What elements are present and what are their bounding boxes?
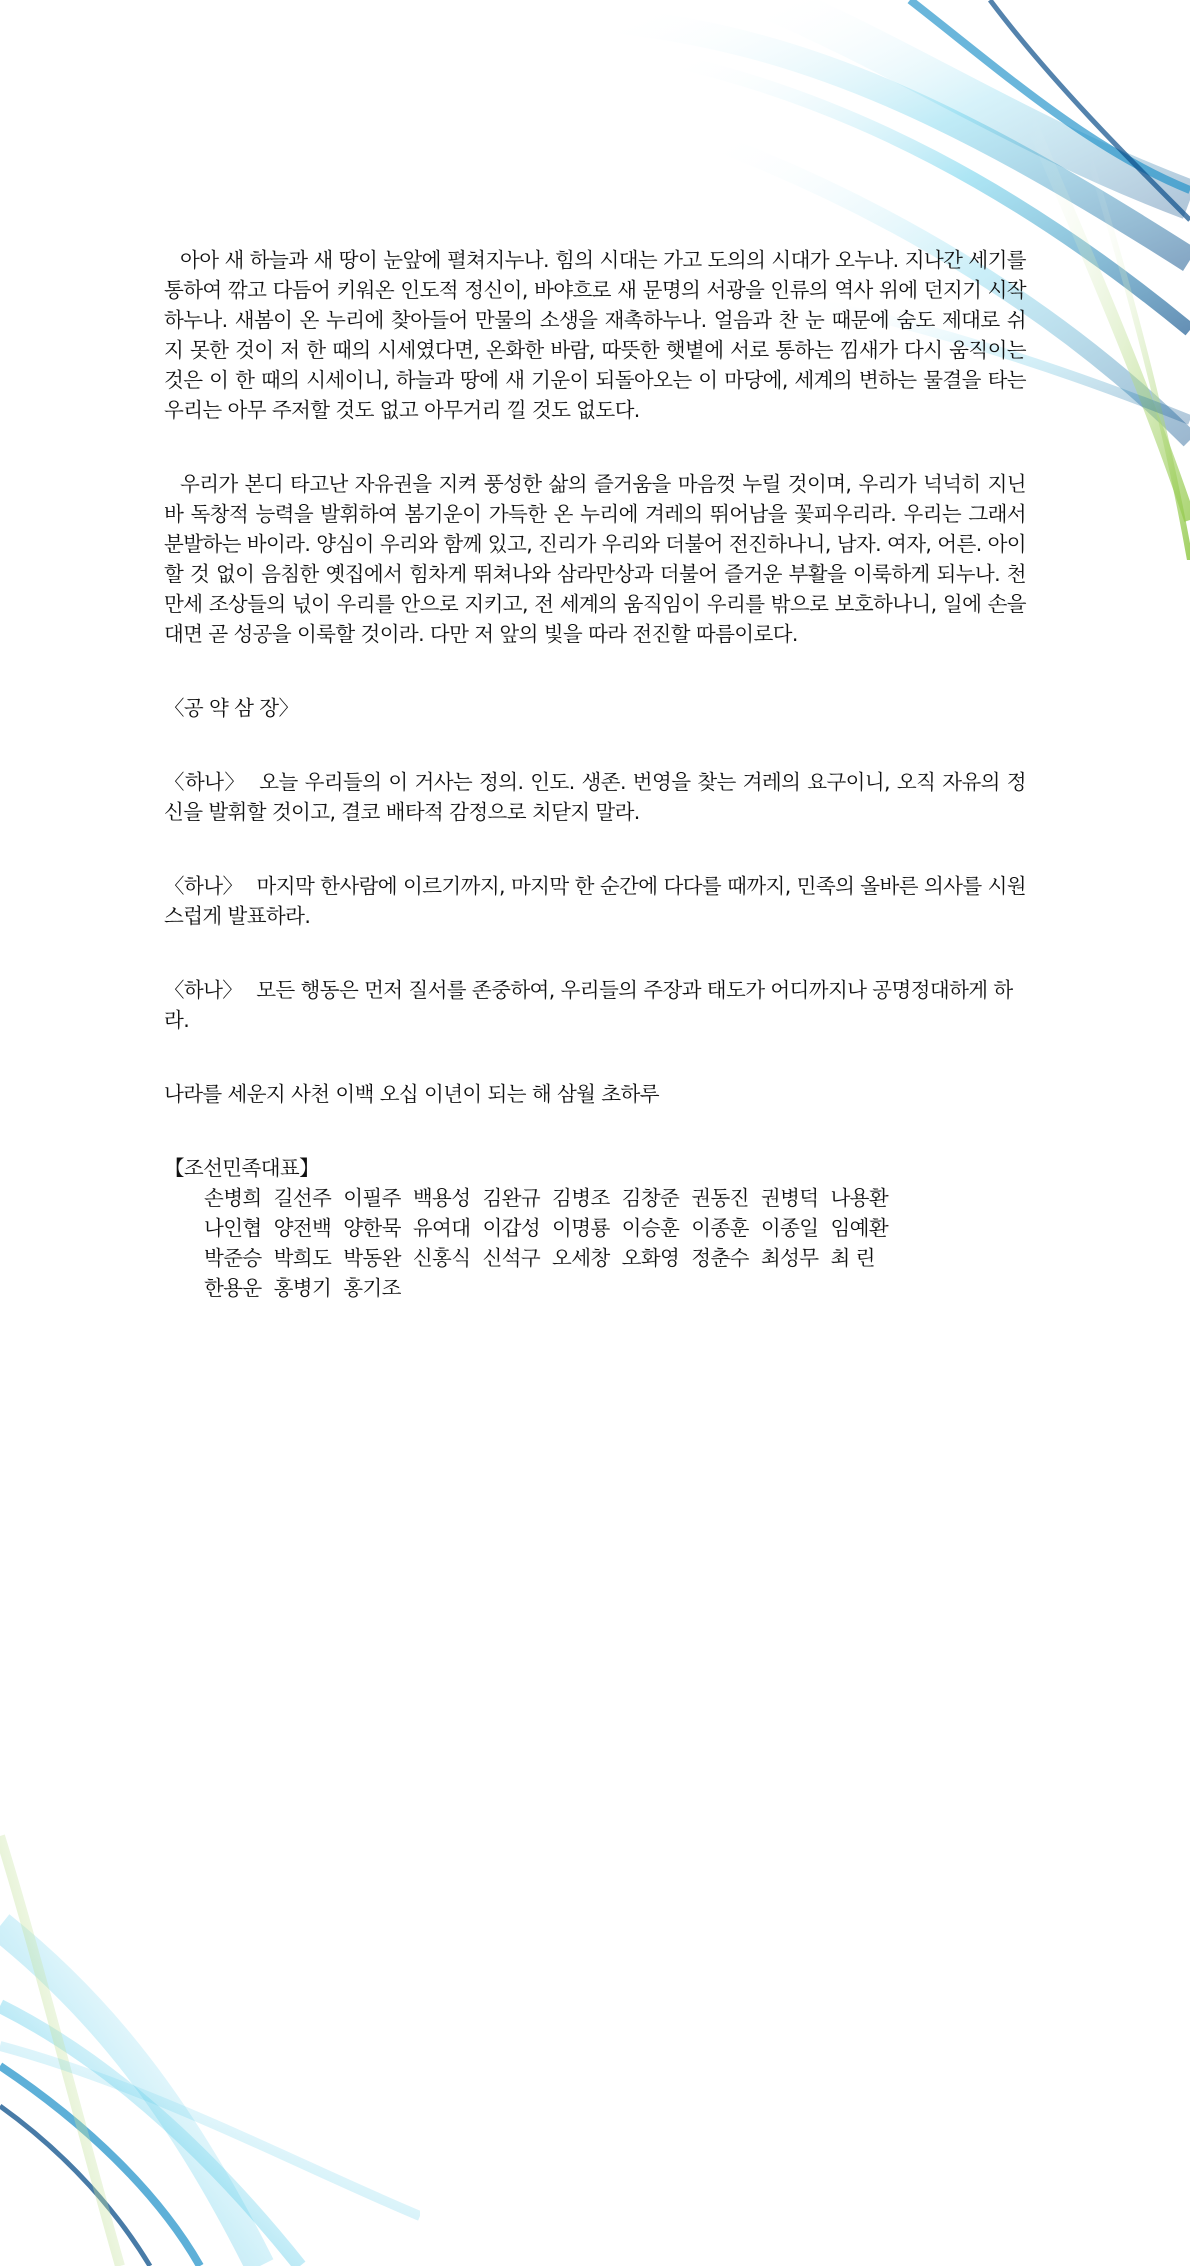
signer-name: 백용성 [412, 1186, 471, 1210]
signer-name: 이명룡 [552, 1216, 610, 1240]
signer-name: 정춘수 [691, 1246, 749, 1270]
pledge-text: 마지막 한사람에 이르기까지, 마지막 한 순간에 다다를 때까지, 민족의 올바른 의사를 시원스럽게 발표하라. [164, 874, 1026, 928]
signer-name: 최성무 [760, 1246, 819, 1270]
decorative-swoosh-bottom [0, 1746, 420, 2266]
signers-list [204, 1183, 1026, 1303]
pledge-1 [164, 767, 1026, 827]
signer-name: 박준승 [204, 1246, 262, 1270]
signer-name: 김창준 [621, 1186, 680, 1210]
signer-name: 최 린 [830, 1246, 875, 1270]
pledge-text: 오늘 우리들의 이 거사는 정의. 인도. 생존. 번영을 찾는 겨레의 요구이니, 오직 자유의 정신을 발휘할 것이고, 결코 배타적 감정으로 치닫지 말라. [164, 770, 1026, 824]
signer-name: 박동완 [343, 1246, 401, 1270]
preamble-paragraph-1: 아아 새 하늘과 새 땅이 눈앞에 펼쳐지누나. 힘의 시대는 가고 도의의 시대가 오누나. 지나간 세기를 통하여 깎고 다듬어 키워온 인도적 정신이, 바야흐로 새 문명의 서광을 인류의 역사 위에 던지기 시작하누나. 새봄이 온 누리에 찾아들어 만물의 소생을 재촉하누나. 얼음과 찬 눈 때문에 숨도 제대로 쉬지 못한 것이 저 한 때의 시세였다면, 온화한 바람, 따뜻한 햇볕에 서로 통하는 낌새가 다시 움직이는 것은 이 한 때의 시세이니, 하늘과 땅에 새 기운이 되돌아오는 이 마당에, 세계의 변하는 물결을 타는 우리는 아무 주저할 것도 없고 아무거리 낄 것도 없도다. [164, 248, 1026, 422]
signer-name: 이승훈 [621, 1216, 680, 1240]
date-line: 나라를 세운지 사천 이백 오십 이년이 되는 해 삼월 초하루 [164, 1082, 659, 1106]
signer-name: 유여대 [412, 1216, 471, 1240]
signer-name: 신석구 [482, 1246, 541, 1270]
declaration-document [164, 245, 1026, 1303]
pledge-tag: 〈하나〉 [164, 978, 243, 1002]
signer-name: 임예환 [830, 1216, 889, 1240]
signers-row [204, 1213, 1026, 1243]
signer-name: 나용환 [830, 1186, 889, 1210]
pledge-tag: 〈하나〉 [164, 770, 246, 794]
pledge-heading: 〈공 약 삼 장〉 [164, 696, 299, 720]
signer-name: 양한묵 [343, 1216, 401, 1240]
signer-name: 홍기조 [343, 1276, 401, 1300]
signer-name: 김완규 [482, 1186, 541, 1210]
signer-name: 박희도 [273, 1246, 332, 1270]
signer-name: 홍병기 [273, 1276, 332, 1300]
signer-name: 양전백 [273, 1216, 332, 1240]
signer-name: 이종일 [760, 1216, 819, 1240]
signer-name: 나인협 [204, 1216, 262, 1240]
signer-name: 이갑성 [482, 1216, 541, 1240]
signer-name: 김병조 [552, 1186, 610, 1210]
signer-name: 한용운 [204, 1276, 262, 1300]
preamble-paragraph-2: 우리가 본디 타고난 자유권을 지켜 풍성한 삶의 즐거움을 마음껏 누릴 것이며, 우리가 넉넉히 지닌 바 독창적 능력을 발휘하여 봄기운이 가득한 온 누리에 겨레의 뛰어남을 꽃피우리라. 우리는 그래서 분발하는 바이라. 양심이 우리와 함께 있고, 진리가 우리와 더불어 전진하나니, 남자. 여자, 어른. 아이 할 것 없이 음침한 옛집에서 힘차게 뛰쳐나와 삼라만상과 더불어 즐거운 부활을 이룩하게 되누나. 천 만세 조상들의 넋이 우리를 안으로 지키고, 전 세계의 움직임이 우리를 밖으로 보호하나니, 일에 손을 대면 곧 성공을 이룩할 것이라. 다만 저 앞의 빛을 따라 전진할 따름이로다. [164, 472, 1026, 646]
pledge-tag: 〈하나〉 [164, 874, 243, 898]
signers-row [204, 1183, 1026, 1213]
signer-name: 손병희 [204, 1186, 262, 1210]
signers-row [204, 1243, 1026, 1273]
signer-name: 권병덕 [760, 1186, 819, 1210]
signers-title: 【조선민족대표】 [164, 1156, 320, 1180]
signer-name: 오세창 [552, 1246, 610, 1270]
signer-name: 오화영 [621, 1246, 680, 1270]
signer-name: 권동진 [691, 1186, 749, 1210]
pledge-3 [164, 975, 1026, 1035]
signer-name: 길선주 [273, 1186, 332, 1210]
pledge-text: 모든 행동은 먼저 질서를 존중하여, 우리들의 주장과 태도가 어디까지나 공명정대하게 하라. [164, 978, 1013, 1032]
signer-name: 신홍식 [412, 1246, 471, 1270]
signer-name: 이종훈 [691, 1216, 749, 1240]
signers-row [204, 1273, 1026, 1303]
signer-name: 이필주 [343, 1186, 401, 1210]
pledge-2 [164, 871, 1026, 931]
